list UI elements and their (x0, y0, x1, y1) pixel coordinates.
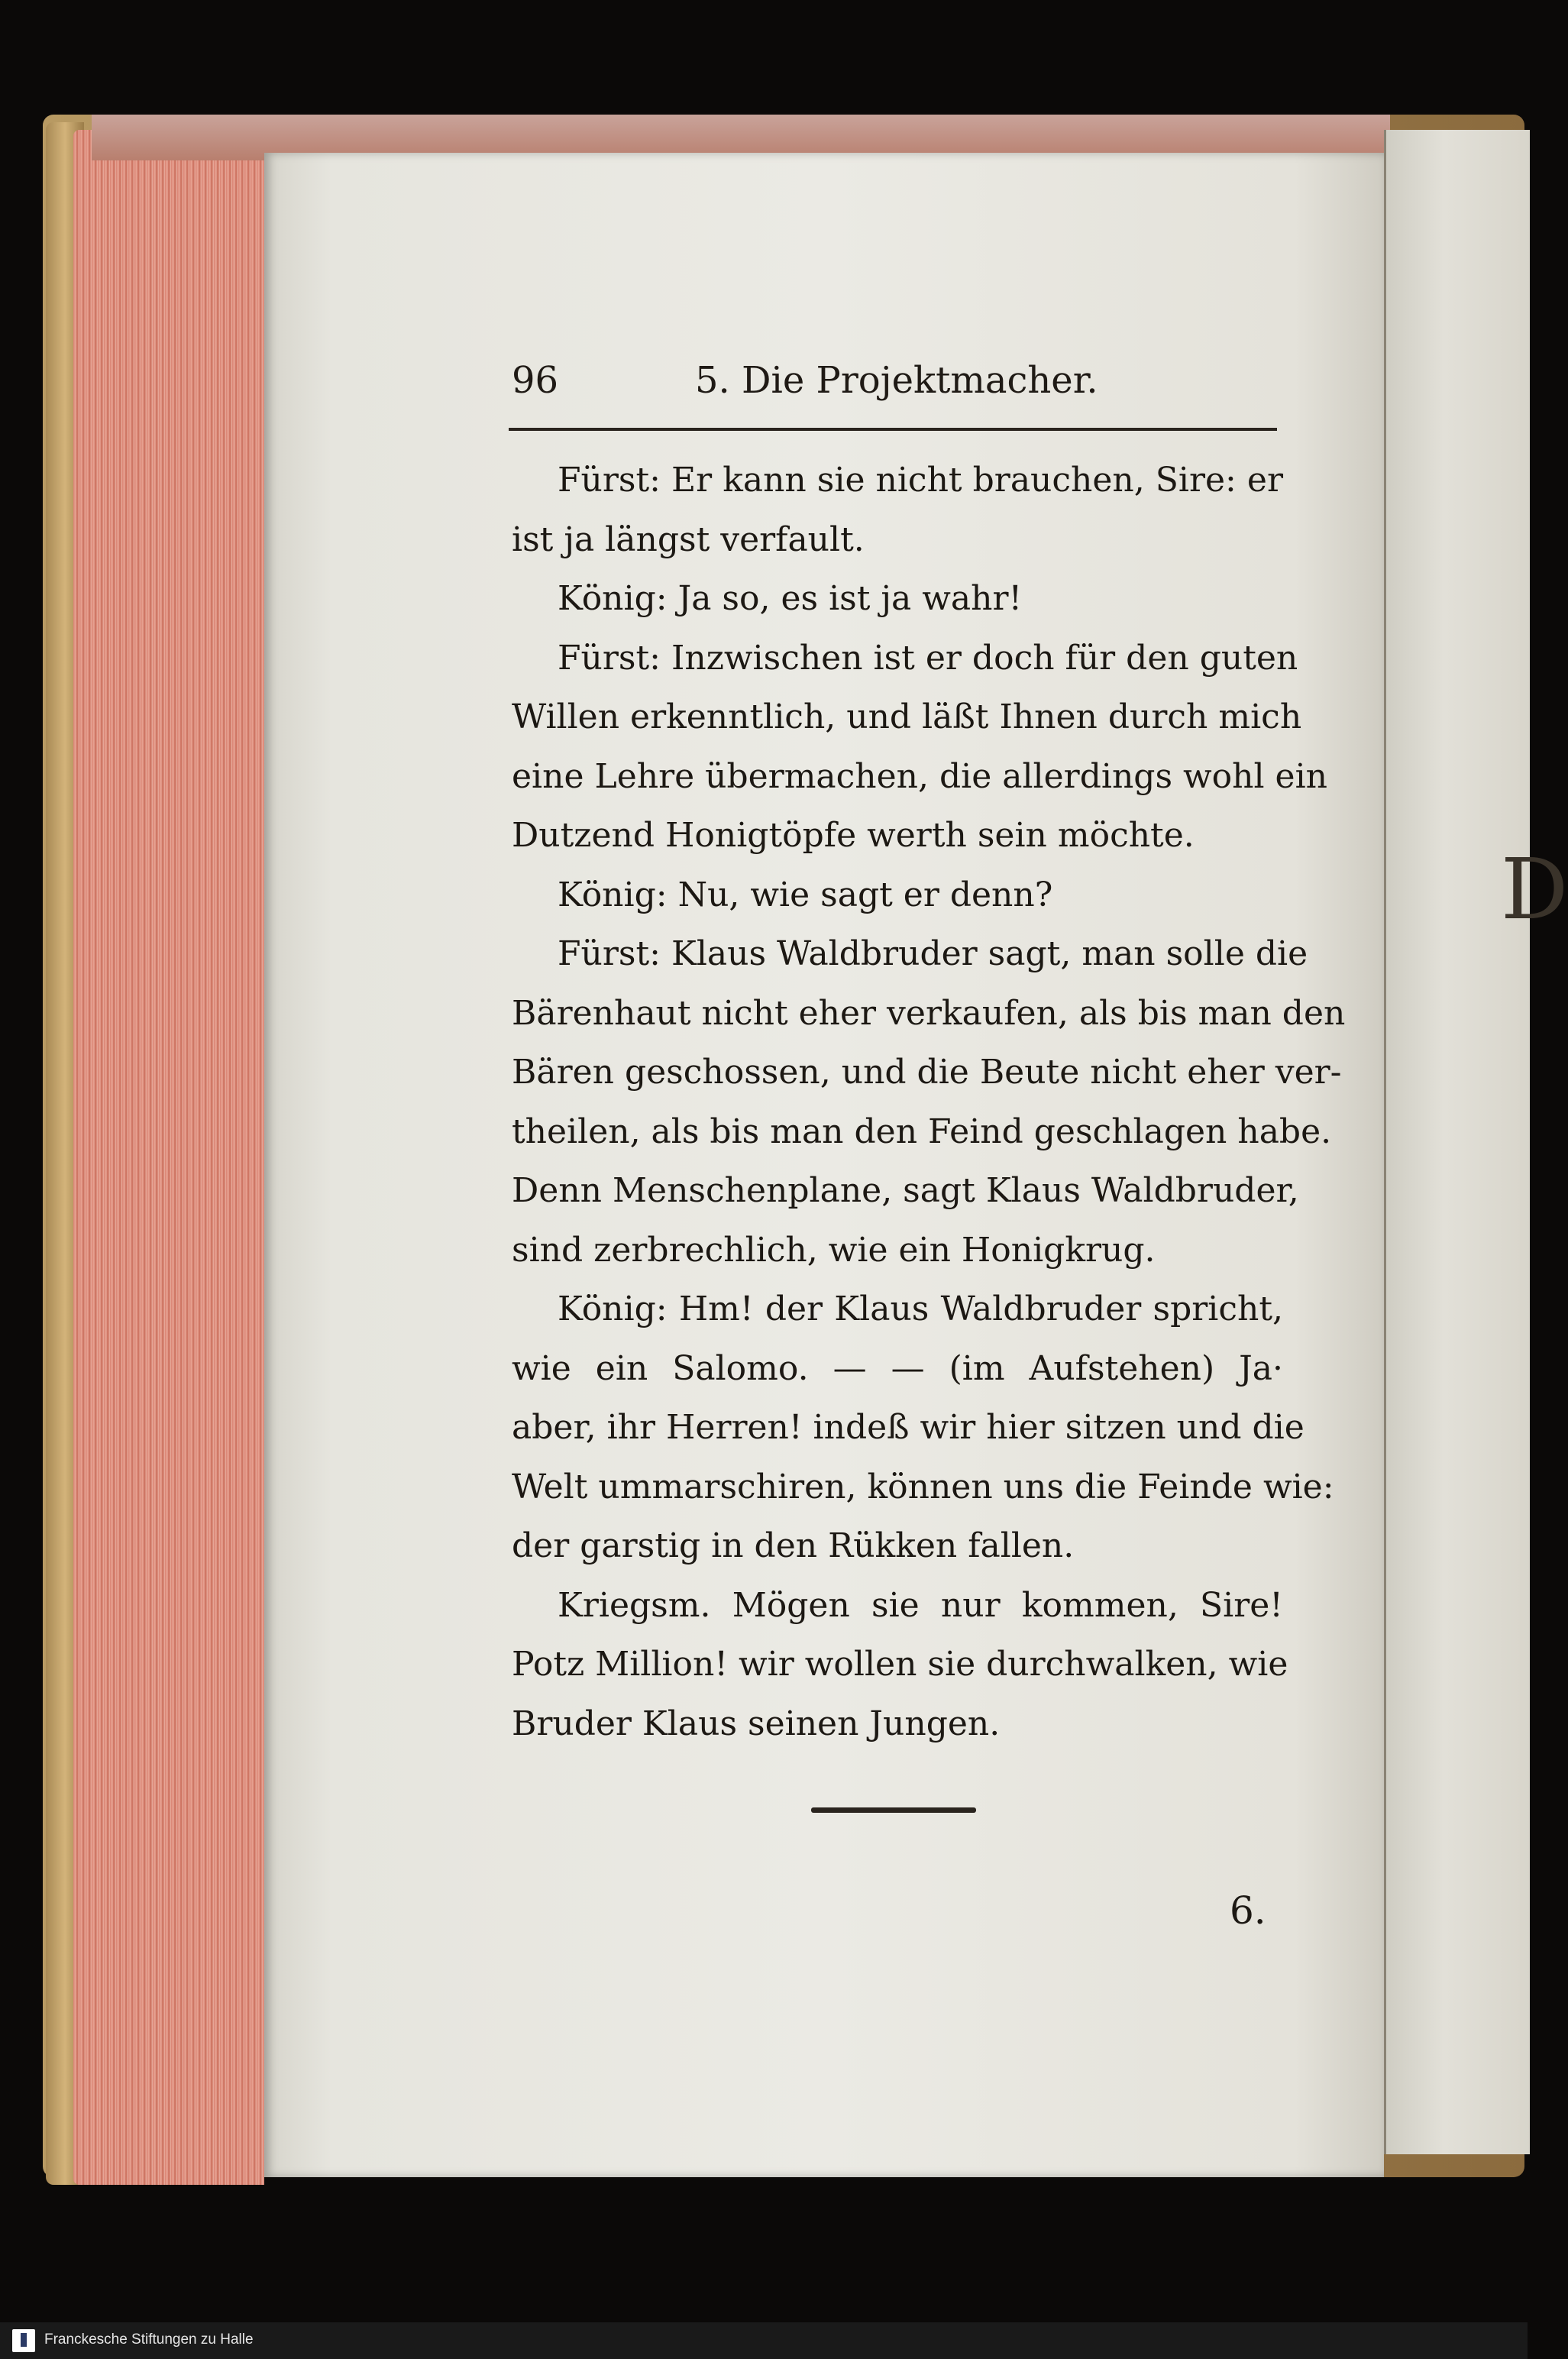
red-page-edges (73, 130, 264, 2185)
text-line: Kriegsm. Mögen sie nur kommen, Sire! (558, 1585, 1283, 1625)
text-line: Fürst: Klaus Waldbruder sagt, man solle die (558, 934, 1308, 973)
running-title: 5. Die Projektmacher. (695, 359, 1098, 402)
text-line: Dutzend Honigtöpfe werth sein möchte. (512, 816, 1195, 855)
text-line: König: Hm! der Klaus Waldbruder spricht, (558, 1290, 1283, 1328)
running-head (512, 359, 1275, 413)
institution-name: Franckesche Stiftungen zu Halle (44, 2331, 254, 2348)
text-line: Denn Menschenplane, sagt Klaus Waldbruder, (512, 1171, 1299, 1210)
text-line: König: Nu, wie sagt er denn? (558, 875, 1053, 914)
section-end-rule (811, 1807, 976, 1813)
text-line: aber, ihr Herren! indeß wir hier sitzen und die (512, 1408, 1305, 1447)
text-line: ist ja längst verfault. (512, 519, 865, 559)
text-line: theilen, als bis man den Feind geschlagen habe. (512, 1112, 1332, 1151)
text-line: Bären geschossen, und die Beute nicht eher ver- (512, 1053, 1342, 1092)
text-line: Willen erkenntlich, und läßt Ihnen durch mich (512, 697, 1302, 736)
text-line: sind zerbrechlich, wie ein Honigkrug. (512, 1230, 1156, 1270)
text-line: Bruder Klaus seinen Jungen. (512, 1704, 1001, 1743)
text-line: Fürst: Er kann sie nicht brauchen, Sire: er (558, 461, 1283, 500)
text-line: König: Ja so, es ist ja wahr! (558, 579, 1023, 618)
text-line: Welt ummarschiren, können uns die Feinde wie: (512, 1467, 1334, 1506)
right-page-letter: D (1501, 840, 1568, 938)
institution-logo-icon (12, 2329, 35, 2352)
text-line: Bärenhaut nicht eher verkaufen, als bis man den (512, 993, 1346, 1033)
text-line: wie ein Salomo. — — (im Aufstehen) Ja· (512, 1348, 1283, 1388)
text-line: der garstig in den Rükken fallen. (512, 1526, 1075, 1565)
header-rule (509, 428, 1277, 431)
page-number: 96 (512, 359, 559, 402)
catchword: 6. (1230, 1888, 1266, 1933)
right-page-fragment (1384, 130, 1568, 2154)
body-text (512, 451, 1346, 1753)
text-line: eine Lehre übermachen, die allerdings wohl ein (512, 756, 1328, 796)
text-line: Fürst: Inzwischen ist er doch für den guten (558, 638, 1298, 678)
text-line: Potz Million! wir wollen sie durchwalken, wie (512, 1645, 1288, 1684)
